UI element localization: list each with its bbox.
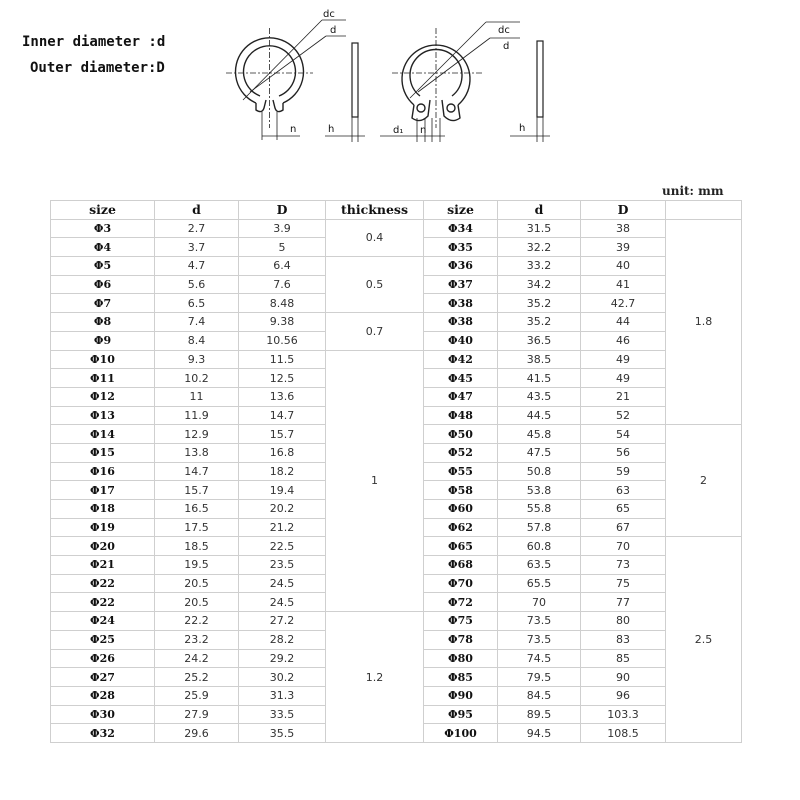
- inner-d-cell: 18.5: [155, 537, 239, 556]
- outer-D-cell: 73: [581, 556, 666, 575]
- inner-d-cell: 19.5: [155, 556, 239, 575]
- inner-d-cell: 73.5: [498, 612, 581, 631]
- inner-d-cell: 11: [155, 387, 239, 406]
- inner-d-cell: 10.2: [155, 369, 239, 388]
- outer-D-cell: 56: [581, 443, 666, 462]
- size-cell: Φ6: [51, 275, 155, 294]
- inner-d-cell: 20.5: [155, 574, 239, 593]
- table-row: [51, 257, 742, 276]
- size-cell: Φ78: [424, 630, 498, 649]
- size-cell: Φ38: [424, 313, 498, 332]
- thickness-cell: 0.5: [326, 257, 424, 313]
- outer-D-cell: 54: [581, 425, 666, 444]
- table-header-row: [51, 201, 742, 220]
- inner-d-cell: 84.5: [498, 686, 581, 705]
- outer-D-cell: 6.4: [239, 257, 326, 276]
- header-size-right: size: [424, 201, 498, 220]
- size-cell: Φ65: [424, 537, 498, 556]
- inner-d-cell: 11.9: [155, 406, 239, 425]
- size-cell: Φ100: [424, 724, 498, 743]
- size-cell: Φ18: [51, 500, 155, 519]
- size-cell: Φ4: [51, 238, 155, 257]
- size-cell: Φ58: [424, 481, 498, 500]
- size-cell: Φ20: [51, 537, 155, 556]
- inner-d-cell: 24.2: [155, 649, 239, 668]
- size-cell: Φ38: [424, 294, 498, 313]
- header-D-left: D: [239, 201, 326, 220]
- size-cell: Φ32: [51, 724, 155, 743]
- inner-d-cell: 79.5: [498, 668, 581, 687]
- inner-d-cell: 22.2: [155, 612, 239, 631]
- outer-D-cell: 59: [581, 462, 666, 481]
- outer-D-cell: 27.2: [239, 612, 326, 631]
- size-cell: Φ14: [51, 425, 155, 444]
- outer-D-cell: 33.5: [239, 705, 326, 724]
- size-cell: Φ68: [424, 556, 498, 575]
- inner-d-cell: 25.9: [155, 686, 239, 705]
- thickness-cell: 2.5: [666, 537, 742, 743]
- inner-d-cell: 13.8: [155, 443, 239, 462]
- inner-d-cell: 38.5: [498, 350, 581, 369]
- size-cell: Φ60: [424, 500, 498, 519]
- inner-d-cell: 55.8: [498, 500, 581, 519]
- inner-d-cell: 12.9: [155, 425, 239, 444]
- header-d-right: d: [498, 201, 581, 220]
- label-d-1: d: [330, 25, 337, 36]
- size-cell: Φ37: [424, 275, 498, 294]
- inner-d-cell: 32.2: [498, 238, 581, 257]
- header-D-right: D: [581, 201, 666, 220]
- inner-d-cell: 57.8: [498, 518, 581, 537]
- size-cell: Φ55: [424, 462, 498, 481]
- outer-D-cell: 38: [581, 219, 666, 238]
- size-cell: Φ45: [424, 369, 498, 388]
- size-cell: Φ9: [51, 331, 155, 350]
- header-thickness-left: thickness: [326, 201, 424, 220]
- size-cell: Φ5: [51, 257, 155, 276]
- size-cell: Φ19: [51, 518, 155, 537]
- outer-D-cell: 15.7: [239, 425, 326, 444]
- header-d-left: d: [155, 201, 239, 220]
- size-cell: Φ85: [424, 668, 498, 687]
- circlip-spec-table: [50, 200, 742, 743]
- outer-D-cell: 30.2: [239, 668, 326, 687]
- outer-D-cell: 41: [581, 275, 666, 294]
- outer-D-cell: 65: [581, 500, 666, 519]
- inner-d-cell: 23.2: [155, 630, 239, 649]
- outer-D-cell: 96: [581, 686, 666, 705]
- size-cell: Φ90: [424, 686, 498, 705]
- outer-D-cell: 13.6: [239, 387, 326, 406]
- circlip-diagram: [0, 0, 800, 160]
- size-cell: Φ75: [424, 612, 498, 631]
- outer-D-cell: 24.5: [239, 593, 326, 612]
- outer-D-cell: 108.5: [581, 724, 666, 743]
- outer-D-cell: 21.2: [239, 518, 326, 537]
- inner-d-cell: 43.5: [498, 387, 581, 406]
- inner-d-cell: 53.8: [498, 481, 581, 500]
- outer-D-cell: 19.4: [239, 481, 326, 500]
- size-cell: Φ80: [424, 649, 498, 668]
- outer-D-cell: 67: [581, 518, 666, 537]
- size-cell: Φ30: [51, 705, 155, 724]
- inner-d-cell: 50.8: [498, 462, 581, 481]
- outer-D-cell: 20.2: [239, 500, 326, 519]
- outer-D-cell: 39: [581, 238, 666, 257]
- label-n-2: n: [420, 125, 427, 136]
- thickness-cell: 0.7: [326, 313, 424, 350]
- outer-D-cell: 8.48: [239, 294, 326, 313]
- outer-D-cell: 49: [581, 350, 666, 369]
- size-cell: Φ72: [424, 593, 498, 612]
- inner-d-cell: 60.8: [498, 537, 581, 556]
- unit-label: unit: mm: [662, 184, 724, 198]
- size-cell: Φ10: [51, 350, 155, 369]
- header-thickness-right-label: [670, 201, 737, 202]
- thickness-cell: 1.2: [326, 612, 424, 743]
- outer-D-cell: 31.3: [239, 686, 326, 705]
- label-dc-2: dc: [498, 25, 510, 36]
- inner-d-cell: 31.5: [498, 219, 581, 238]
- outer-D-cell: 29.2: [239, 649, 326, 668]
- inner-d-cell: 2.7: [155, 219, 239, 238]
- inner-d-cell: 16.5: [155, 500, 239, 519]
- size-cell: Φ27: [51, 668, 155, 687]
- inner-d-cell: 74.5: [498, 649, 581, 668]
- table-row: [51, 612, 742, 631]
- inner-d-cell: 33.2: [498, 257, 581, 276]
- table-row: [51, 219, 742, 238]
- label-n-1: n: [290, 124, 297, 135]
- outer-D-cell: 28.2: [239, 630, 326, 649]
- outer-D-cell: 7.6: [239, 275, 326, 294]
- inner-d-cell: 44.5: [498, 406, 581, 425]
- size-cell: Φ26: [51, 649, 155, 668]
- inner-d-cell: 29.6: [155, 724, 239, 743]
- inner-d-cell: 41.5: [498, 369, 581, 388]
- outer-D-cell: 14.7: [239, 406, 326, 425]
- inner-d-cell: 15.7: [155, 481, 239, 500]
- outer-D-cell: 80: [581, 612, 666, 631]
- outer-D-cell: 44: [581, 313, 666, 332]
- inner-d-cell: 5.6: [155, 275, 239, 294]
- outer-D-cell: 83: [581, 630, 666, 649]
- outer-D-cell: 63: [581, 481, 666, 500]
- inner-d-cell: 27.9: [155, 705, 239, 724]
- thickness-cell: 0.4: [326, 219, 424, 256]
- inner-d-cell: 7.4: [155, 313, 239, 332]
- size-cell: Φ25: [51, 630, 155, 649]
- outer-D-cell: 70: [581, 537, 666, 556]
- inner-d-cell: 73.5: [498, 630, 581, 649]
- inner-d-cell: 94.5: [498, 724, 581, 743]
- label-h-1: h: [328, 124, 335, 135]
- size-cell: Φ16: [51, 462, 155, 481]
- size-cell: Φ50: [424, 425, 498, 444]
- outer-D-cell: 35.5: [239, 724, 326, 743]
- inner-d-cell: 20.5: [155, 593, 239, 612]
- thickness-cell: 2: [666, 425, 742, 537]
- inner-d-cell: 3.7: [155, 238, 239, 257]
- outer-D-cell: 42.7: [581, 294, 666, 313]
- outer-D-cell: 85: [581, 649, 666, 668]
- outer-D-cell: 9.38: [239, 313, 326, 332]
- inner-d-cell: 17.5: [155, 518, 239, 537]
- inner-d-cell: 65.5: [498, 574, 581, 593]
- header-size-left: size: [51, 201, 155, 220]
- size-cell: Φ22: [51, 574, 155, 593]
- size-cell: Φ70: [424, 574, 498, 593]
- inner-d-cell: 8.4: [155, 331, 239, 350]
- outer-D-cell: 52: [581, 406, 666, 425]
- inner-d-cell: 34.2: [498, 275, 581, 294]
- label-d-2: d: [503, 41, 510, 52]
- size-cell: Φ62: [424, 518, 498, 537]
- inner-d-cell: 35.2: [498, 313, 581, 332]
- outer-diameter-legend: Outer diameter:D: [30, 60, 165, 76]
- size-cell: Φ47: [424, 387, 498, 406]
- inner-d-cell: 4.7: [155, 257, 239, 276]
- inner-d-cell: 45.8: [498, 425, 581, 444]
- outer-D-cell: 16.8: [239, 443, 326, 462]
- outer-D-cell: 18.2: [239, 462, 326, 481]
- outer-D-cell: 5: [239, 238, 326, 257]
- size-cell: Φ3: [51, 219, 155, 238]
- inner-d-cell: 6.5: [155, 294, 239, 313]
- size-cell: Φ52: [424, 443, 498, 462]
- outer-D-cell: 49: [581, 369, 666, 388]
- outer-D-cell: 90: [581, 668, 666, 687]
- size-cell: Φ35: [424, 238, 498, 257]
- size-cell: Φ34: [424, 219, 498, 238]
- size-cell: Φ13: [51, 406, 155, 425]
- outer-D-cell: 21: [581, 387, 666, 406]
- size-cell: Φ42: [424, 350, 498, 369]
- size-cell: Φ28: [51, 686, 155, 705]
- outer-D-cell: 3.9: [239, 219, 326, 238]
- thickness-cell: 1.8: [666, 219, 742, 425]
- outer-D-cell: 103.3: [581, 705, 666, 724]
- size-cell: Φ48: [424, 406, 498, 425]
- size-cell: Φ8: [51, 313, 155, 332]
- size-cell: Φ95: [424, 705, 498, 724]
- inner-diameter-legend: Inner diameter :d: [22, 34, 166, 50]
- outer-D-cell: 77: [581, 593, 666, 612]
- inner-d-cell: 89.5: [498, 705, 581, 724]
- size-cell: Φ11: [51, 369, 155, 388]
- table-row: [51, 350, 742, 369]
- inner-d-cell: 63.5: [498, 556, 581, 575]
- size-cell: Φ21: [51, 556, 155, 575]
- inner-d-cell: 36.5: [498, 331, 581, 350]
- inner-d-cell: 14.7: [155, 462, 239, 481]
- outer-D-cell: 75: [581, 574, 666, 593]
- size-cell: Φ40: [424, 331, 498, 350]
- size-cell: Φ22: [51, 593, 155, 612]
- outer-D-cell: 10.56: [239, 331, 326, 350]
- size-cell: Φ17: [51, 481, 155, 500]
- inner-d-cell: 35.2: [498, 294, 581, 313]
- table-row: [51, 313, 742, 332]
- inner-d-cell: 47.5: [498, 443, 581, 462]
- label-d1-2: d₁: [393, 125, 404, 136]
- outer-D-cell: 11.5: [239, 350, 326, 369]
- size-cell: Φ12: [51, 387, 155, 406]
- outer-D-cell: 46: [581, 331, 666, 350]
- inner-d-cell: 25.2: [155, 668, 239, 687]
- table-body: [51, 219, 742, 742]
- label-h-2: h: [519, 123, 526, 134]
- outer-D-cell: 40: [581, 257, 666, 276]
- thickness-cell: 1: [326, 350, 424, 612]
- inner-d-cell: 70: [498, 593, 581, 612]
- size-cell: Φ36: [424, 257, 498, 276]
- size-cell: Φ7: [51, 294, 155, 313]
- label-dc-1: dc: [323, 9, 335, 20]
- outer-D-cell: 24.5: [239, 574, 326, 593]
- inner-d-cell: 9.3: [155, 350, 239, 369]
- outer-D-cell: 23.5: [239, 556, 326, 575]
- size-cell: Φ15: [51, 443, 155, 462]
- outer-D-cell: 22.5: [239, 537, 326, 556]
- outer-D-cell: 12.5: [239, 369, 326, 388]
- size-cell: Φ24: [51, 612, 155, 631]
- header-thickness-right: [666, 201, 742, 220]
